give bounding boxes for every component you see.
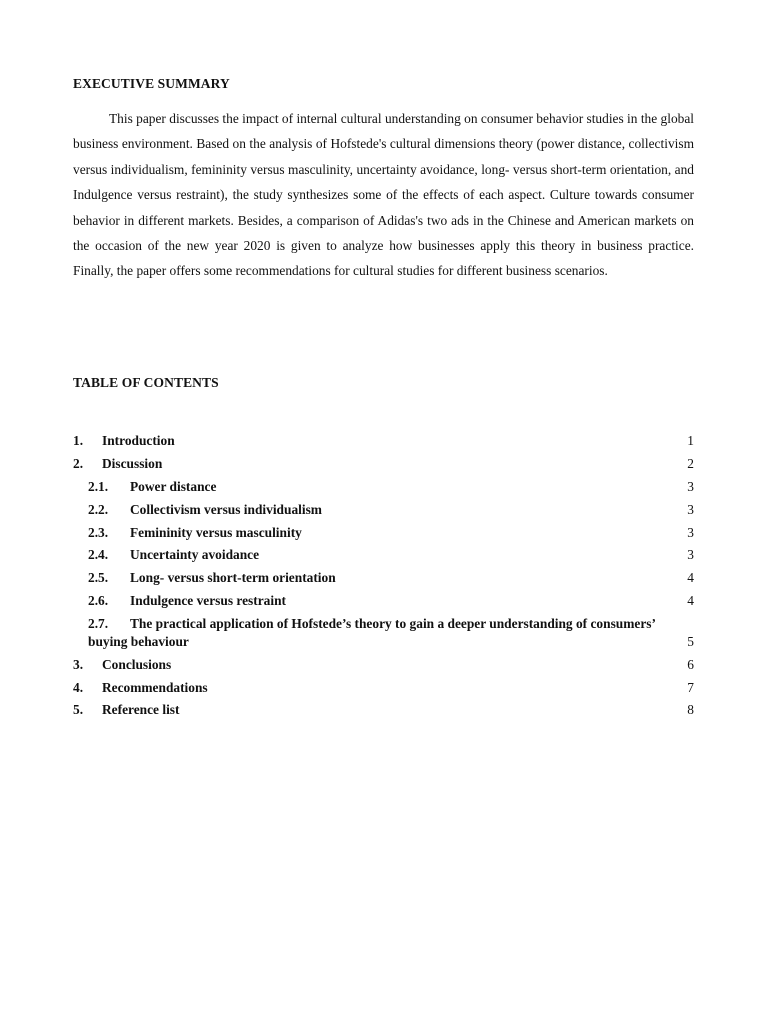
toc-entry-discussion[interactable] bbox=[73, 455, 694, 478]
toc-entry-number: 4. bbox=[73, 679, 84, 695]
toc-entry-number: 2.2. bbox=[88, 501, 109, 517]
toc-entry-label: Discussion bbox=[102, 455, 163, 471]
toc-entry-practical-application[interactable] bbox=[73, 615, 694, 656]
toc-entry-label: Femininity versus masculinity bbox=[130, 524, 302, 540]
toc-entry-label: Collectivism versus individualism bbox=[130, 501, 322, 517]
toc-entry-label: Conclusions bbox=[102, 656, 172, 672]
toc-entry-conclusions[interactable] bbox=[73, 656, 694, 679]
toc-entry-femininity[interactable] bbox=[73, 524, 694, 547]
toc-entry-introduction[interactable] bbox=[73, 432, 694, 455]
toc-entry-label: Reference list bbox=[102, 702, 180, 718]
toc-entry-label: Recommendations bbox=[102, 679, 208, 695]
executive-summary-heading: EXECUTIVE SUMMARY bbox=[73, 76, 230, 91]
toc-entry-number: 2.5. bbox=[88, 570, 109, 586]
table-of-contents bbox=[73, 432, 694, 724]
toc-entry-label: Power distance bbox=[130, 478, 217, 494]
toc-entry-page: 3 bbox=[687, 478, 694, 494]
toc-entry-page: 4 bbox=[687, 570, 694, 586]
toc-entry-indulgence[interactable] bbox=[73, 592, 694, 615]
toc-entry-reference-list[interactable] bbox=[73, 701, 694, 724]
toc-entry-page: 6 bbox=[687, 656, 694, 672]
toc-entry-number: 2.4. bbox=[88, 547, 109, 563]
toc-entry-page: 2 bbox=[687, 455, 694, 471]
toc-entry-page: 3 bbox=[687, 524, 694, 540]
toc-entry-number: 5. bbox=[73, 702, 84, 718]
toc-entry-label: Long- versus short-term orientation bbox=[130, 570, 336, 586]
toc-entry-page: 8 bbox=[687, 702, 694, 718]
toc-entry-recommendations[interactable] bbox=[73, 679, 694, 702]
toc-entry-page: 3 bbox=[687, 501, 694, 517]
toc-entry-number: 2. bbox=[73, 455, 84, 471]
toc-entry-power-distance[interactable] bbox=[73, 478, 694, 501]
toc-entry-number: 2.1. bbox=[88, 478, 109, 494]
toc-entry-long-short-orientation[interactable] bbox=[73, 569, 694, 592]
table-of-contents-heading: TABLE OF CONTENTS bbox=[73, 375, 219, 390]
toc-entry-number: 2.7. bbox=[88, 616, 109, 632]
toc-entry-number: 2.6. bbox=[88, 593, 109, 609]
toc-entry-number: 2.3. bbox=[88, 524, 109, 540]
toc-entry-page: 1 bbox=[687, 433, 694, 448]
toc-entry-collectivism[interactable] bbox=[73, 501, 694, 524]
toc-entry-number: 1. bbox=[73, 433, 84, 448]
toc-entry-number: 3. bbox=[73, 656, 84, 672]
toc-entry-label: Uncertainty avoidance bbox=[130, 547, 260, 563]
toc-entry-label: The practical application of Hofstede’s theory to gain a deeper understanding of consumers’ buying behaviour bbox=[88, 616, 655, 650]
toc-entry-page: 3 bbox=[687, 547, 694, 563]
toc-entry-label: Introduction bbox=[102, 433, 175, 448]
toc-entry-page: 7 bbox=[687, 679, 694, 695]
toc-entry-page: 5 bbox=[687, 634, 694, 650]
executive-summary-text: This paper discusses the impact of internal cultural understanding on consumer behavior studies in the global business environment. Based on the analysis of Hofstede's cultural dimensions theory (power distance, collectivism versus individualism, femininity versus masculinity, uncertainty avoidance, long- versus short-term orientation, and Indulgence versus restraint), the study synthesizes some of the effects of each aspect. Culture towards consumer behavior in different markets. Besides, a comparison of Adidas's two ads in the Chinese and American markets on the occasion of the new year 2020 is given to analyze how businesses apply this theory in business practice. Finally, the paper offers some recommendations for cultural studies for different business scenarios. bbox=[73, 111, 694, 279]
toc-entry-uncertainty-avoidance[interactable] bbox=[73, 546, 694, 569]
toc-entry-page: 4 bbox=[687, 593, 694, 609]
toc-entry-label: Indulgence versus restraint bbox=[130, 593, 286, 609]
